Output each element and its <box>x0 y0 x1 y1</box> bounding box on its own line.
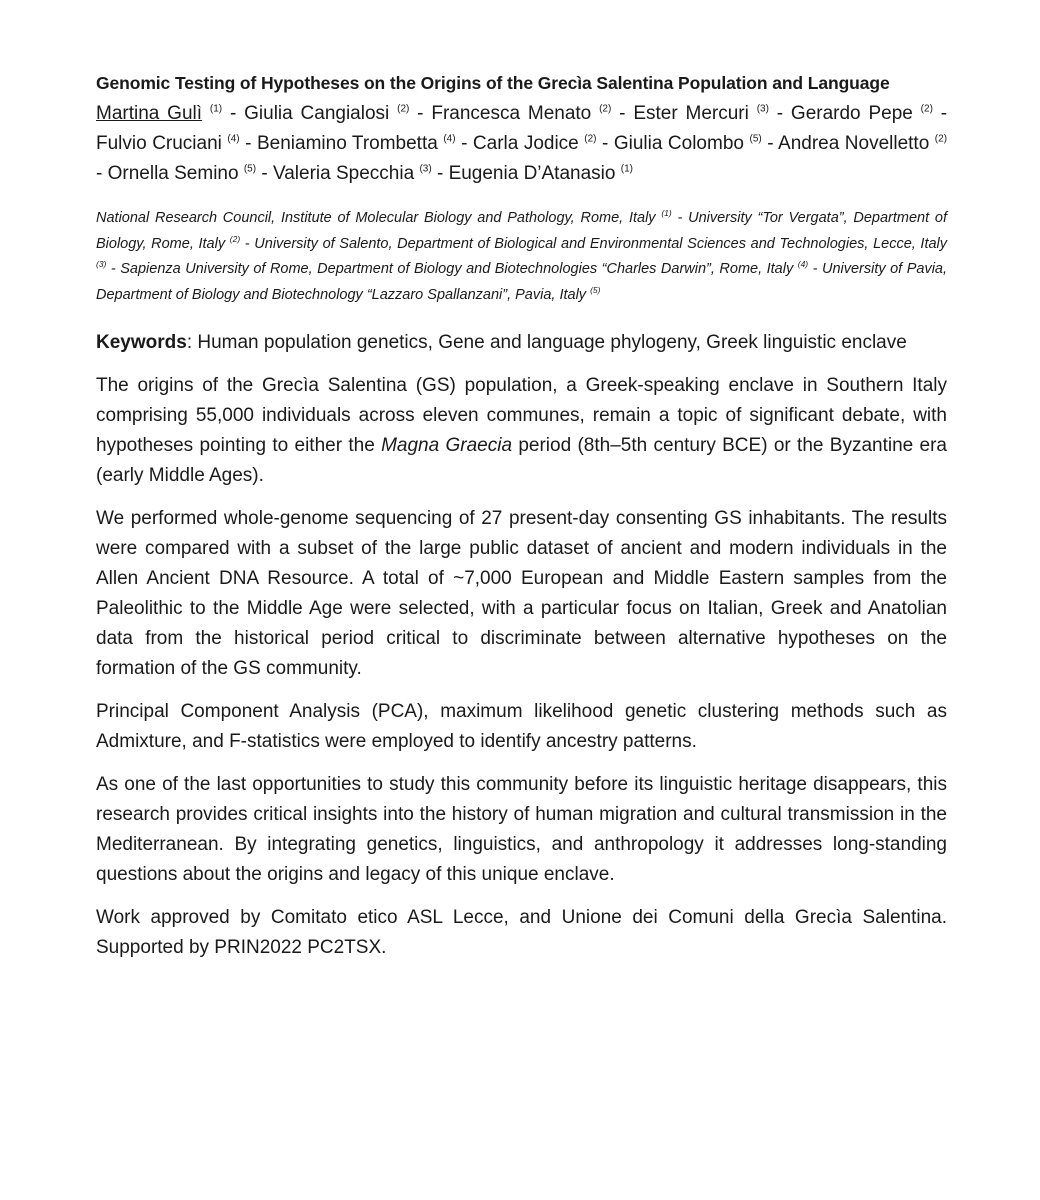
author-affiliation-number: (2) <box>584 133 597 145</box>
paragraph-analysis: Principal Component Analysis (PCA), maximum likelihood genetic clustering methods such as Admixture, and F-statistics were employed to identify ancestry patterns. <box>96 701 947 752</box>
affiliation-list: National Research Council, Institute of Molecular Biology and Pathology, Rome, Italy $^{(1)}$ - University “Tor Vergata”, Department of Biology, Rome, Italy $^{(2)}$ - University of Salento, Department of Biological and Environmental Sciences and Technologies, Lecce, Italy $^{(3)}$ - Sapienza University of Rome, Department of Biology and Biotechnologies “Charles Darwin”, Rome, Italy $^{(4)}$ - University of Pavia, Department of Biology and Biotechnology “Lazzaro Spallanzani”, Pavia, Italy $^{(5)}$ <box>96 208 948 303</box>
affiliation-text: University “Tor Vergata”, Department of Biology, Rome, Italy <box>96 210 948 252</box>
abstract-title: Genomic Testing of Hypotheses on the Origins of the Grecìa Salentina Population and Language <box>96 73 890 93</box>
paragraph-text: period (8th–5th century BCE) or the Byzantine era (early Middle Ages). <box>96 435 947 486</box>
author-name: Andrea Novelletto <box>778 133 930 154</box>
author-affiliation-number: (2) <box>397 103 410 115</box>
affiliation-text: University of Pavia, Department of Biology and Biotechnology “Lazzaro Spallanzani”, Pavia, Italy <box>96 261 948 303</box>
author-affiliation-number: (2) <box>920 103 933 115</box>
paragraph-emphasis: Magna Graecia <box>381 435 513 456</box>
author-name: Giulia Colombo <box>613 133 744 154</box>
paragraph-acknowledgements: Work approved by Comitato etico ASL Lecce, and Unione dei Comuni della Grecìa Salentina. Supported by PRIN2022 PC2TSX. <box>96 907 947 958</box>
author-list: Martina Gulì $^{(1)}$ - Giulia Cangialosi $^{(2)}$ - Francesca Menato $^{(2)}$ - Ester Mercuri $^{(3)}$ - Gerardo Pepe $^{(2)}$ - Fulvio Cruciani $^{(4)}$ - Beniamino Trombetta $^{(4)}$ - Carla Jodice $^{(2)}$ - Giulia Colombo $^{(5)}$ - Andrea Novelletto $^{(2)}$ - Ornella Semino $^{(5)}$ - Valeria Specchia $^{(3)}$ - Eugenia D’Atanasio $^{(1)}$ <box>96 103 948 184</box>
author-name: Ester Mercuri <box>633 103 749 124</box>
paragraph-significance: As one of the last opportunities to study this community before its linguistic heritage disappears, this research provides critical insights into the history of human migration and cultural transmission in the Mediterranean. By integrating genetics, linguistics, and anthropology it addresses long-standing questions about the origins and legacy of this unique enclave. <box>96 774 947 885</box>
affiliation-number: (4) <box>797 259 809 270</box>
author-name: Carla Jodice <box>472 133 579 154</box>
author-affiliation-number: (3) <box>756 103 769 115</box>
keywords-text: : Human population genetics, Gene and language phylogeny, Greek linguistic enclave <box>186 332 907 353</box>
affiliation-text: University of Salento, Department of Biological and Environmental Sciences and Technologies, Lecce, Italy <box>254 235 948 252</box>
author-affiliation-number: (3) <box>419 163 432 175</box>
affiliation-number: (5) <box>590 284 601 295</box>
author-name: Gerardo Pepe <box>790 103 913 124</box>
author-name: Beniamino Trombetta <box>256 133 438 154</box>
abstract-page <box>96 70 947 963</box>
author-name: Fulvio Cruciani <box>96 133 222 154</box>
paragraph-text: The origins of the Grecìa Salentina (GS) population, a Greek-speaking enclave in Southern Italy comprising 55,000 individuals across eleven communes, remain a topic of significant debate, with hypotheses pointing to either the <box>96 375 947 456</box>
author-affiliation-number: (2) <box>934 133 948 145</box>
keywords-paragraph <box>96 328 947 358</box>
affiliation-number: (2) <box>229 233 241 244</box>
author-name: Giulia Cangialosi <box>244 103 390 124</box>
author-affiliation-number: (2) <box>599 103 612 115</box>
author-name: Ornella Semino <box>107 163 239 184</box>
author-affiliation-number: (1) <box>209 103 223 115</box>
affiliation-text: National Research Council, Institute of Molecular Biology and Pathology, Rome, Italy <box>96 210 656 226</box>
author-name: Francesca Menato <box>431 103 592 124</box>
affiliation-number: (3) <box>96 259 107 270</box>
author-affiliation-number: (4) <box>443 133 456 145</box>
affiliation-number: (1) <box>661 208 672 219</box>
paragraph-origins <box>96 371 947 491</box>
author-name: Martina Gulì <box>96 103 203 124</box>
author-affiliation-number: (1) <box>620 163 633 175</box>
author-affiliation-number: (4) <box>227 133 240 145</box>
author-affiliation-number: (5) <box>243 163 257 175</box>
keywords-label: Keywords <box>96 332 187 353</box>
author-name: Eugenia D’Atanasio <box>448 163 616 184</box>
affiliation-text: Sapienza University of Rome, Department of Biology and Biotechnologies “Charles Darwin”, Rome, Italy <box>120 261 794 277</box>
paragraph-methods: We performed whole-genome sequencing of 27 present-day consenting GS inhabitants. The results were compared with a subset of the large public dataset of ancient and modern individuals in the Allen Ancient DNA Resource. A total of ~7,000 European and Middle Eastern samples from the Paleolithic to the Middle Age were selected, with a particular focus on Italian, Greek and Anatolian data from the historical period critical to discriminate between alternative hypotheses on the formation of the GS community. <box>96 508 947 679</box>
author-affiliation-number: (5) <box>749 133 762 145</box>
author-name: Valeria Specchia <box>272 163 415 184</box>
